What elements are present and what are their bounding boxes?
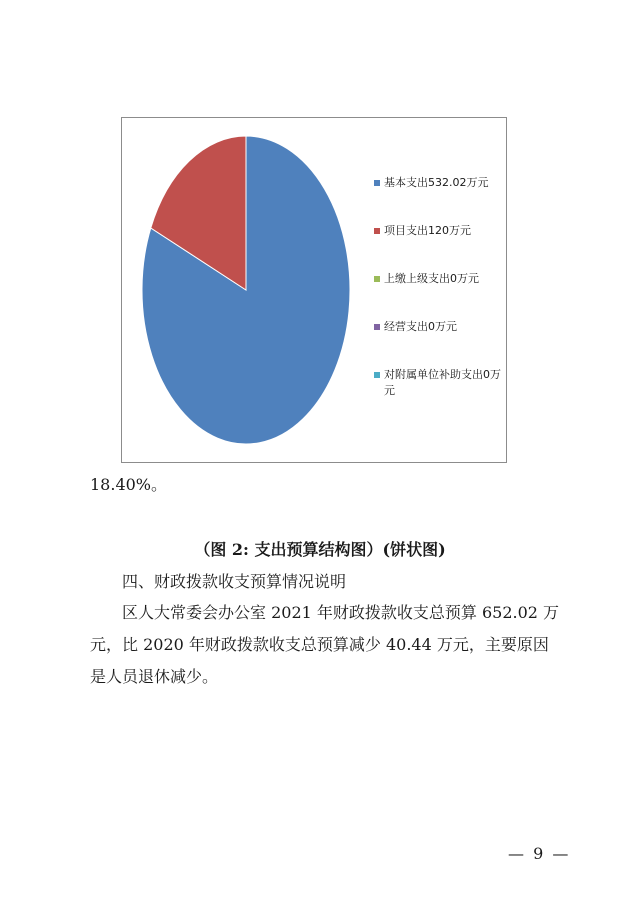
legend-label-basic: 基本支出532.02万元 — [384, 176, 489, 189]
legend-swatch-subsidy — [374, 372, 380, 378]
figure-caption: （图 2: 支出预算结构图）(饼状图) — [194, 540, 446, 559]
section-heading: 四、财政拨款收支预算情况说明 — [122, 572, 347, 591]
legend-label-business: 经营支出0万元 — [384, 320, 457, 333]
legend-swatch-project — [374, 228, 380, 234]
legend-swatch-basic — [374, 180, 380, 186]
legend-item-upper — [374, 271, 502, 287]
chart-legend — [374, 118, 504, 462]
pie-chart — [121, 117, 507, 463]
paragraph-line-3: 是人员退休减少。 — [90, 667, 219, 686]
paragraph-line-2: 元，比 2020 年财政拨款收支总预算减少 40.44 万元，主要原因 — [90, 635, 549, 654]
body-paragraph — [90, 597, 568, 693]
legend-swatch-upper — [374, 276, 380, 282]
legend-item-basic — [374, 175, 502, 191]
legend-label-project: 项目支出120万元 — [384, 224, 471, 237]
legend-item-project — [374, 223, 502, 239]
legend-swatch-business — [374, 324, 380, 330]
legend-item-subsidy — [374, 367, 502, 399]
legend-label-subsidy: 对附属单位补助支出0万元 — [384, 368, 501, 397]
legend-label-upper: 上缴上级支出0万元 — [384, 272, 479, 285]
page-number: — 9 — — [508, 844, 571, 863]
paragraph-line-1: 区人大常委会办公室 2021 年财政拨款收支总预算 652.02 万 — [122, 603, 560, 622]
percent-text: 18.40%。 — [90, 475, 168, 494]
legend-item-business — [374, 319, 502, 335]
